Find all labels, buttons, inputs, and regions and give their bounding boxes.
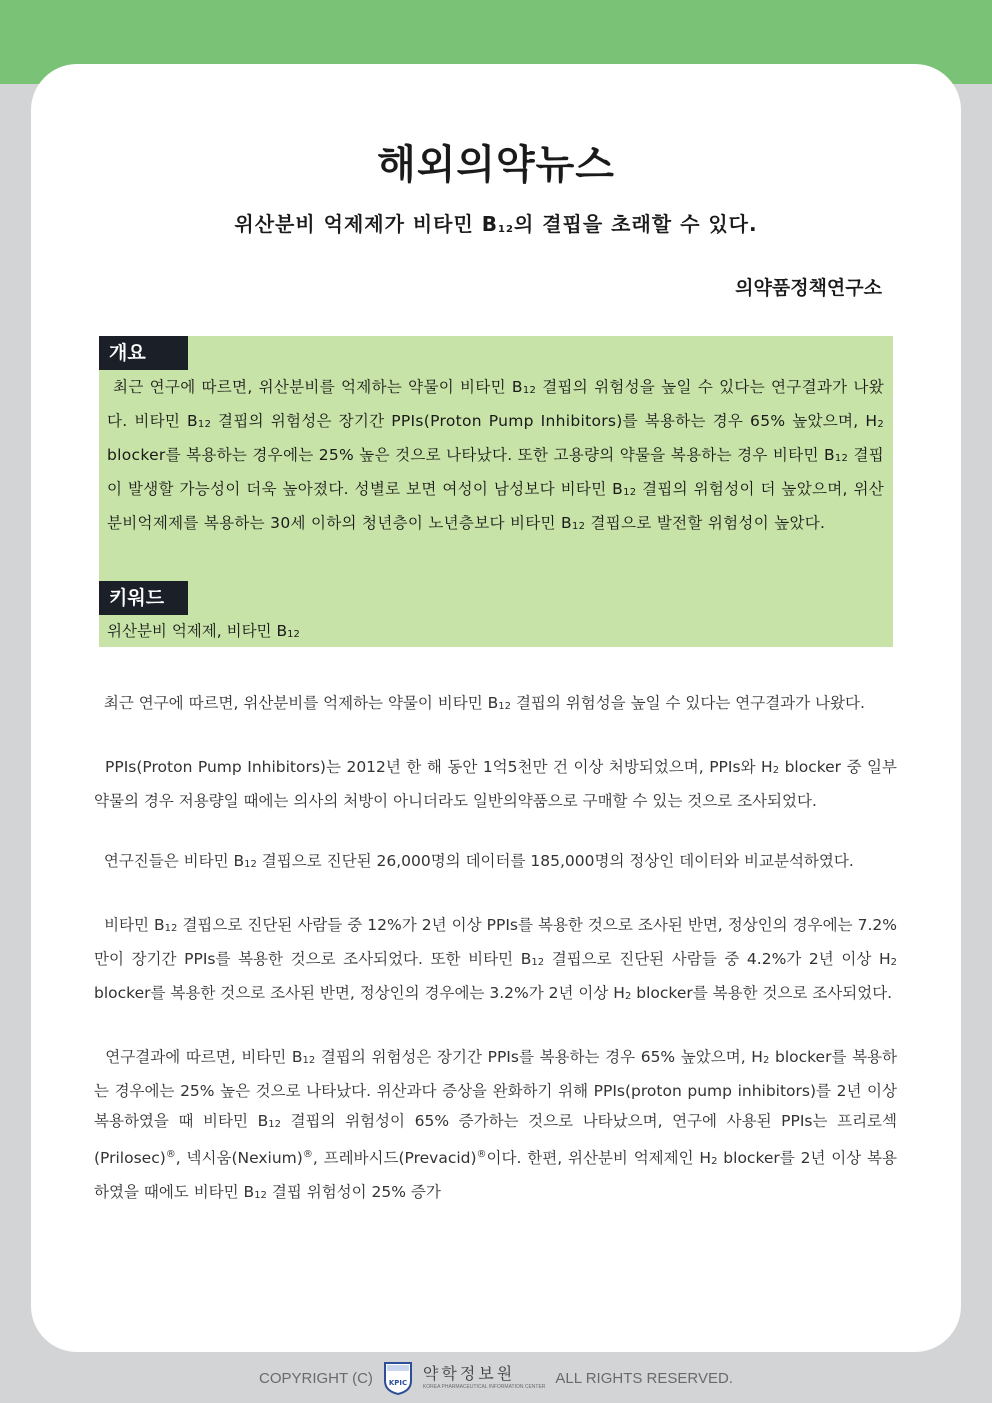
emblem-label: KPIC (388, 1379, 408, 1387)
article-subtitle: 위산분비 억제제가 비타민 $B_{12}$의 결핍을 초래할 수 있다. (234, 212, 758, 236)
overview-text: 최근 연구에 따르면, 위산분비를 억제하는 약물이 비타민 $B_{12}$ 결핍의 위험성을 높일 수 있다는 연구결과가 나왔다. 비타민 $B_{12}$ 결핍의 위험성은 장기간 PPIs(Proton Pump Inhibitors)를 복용하는 경우 65% 높았으며, $H_2$ blocker를 복용하는 경우에는 25% 높은 것으로 나타났다. 또한 고용량의 약물을 복용하는 경우 비타민 $B_{12}$ 결핍이 발생할 가능성이 더욱 높아졌다. 성별로 보면 여성이 남성보다 비타민 $B_{12}$ 결핍의 위험성이 더 높았으며, 위산분비억제제를 복용하는 30세 이하의 청년층이 노년층보다 비타민 $B_{12}$ 결핍으로 발전할 위험성이 높았다. (107, 378, 884, 532)
org-name-en: KOREA PHARMACEUTICAL INFORMATION CENTER (422, 1384, 546, 1390)
keywords-text: 위산분비 억제제, 비타민 $B_{12}$ (107, 622, 300, 640)
paragraph-1: 최근 연구에 따르면, 위산분비를 억제하는 약물이 비타민 $B_{12}$ 결핍의 위험성을 높일 수 있다는 연구결과가 나왔다. (94, 694, 865, 712)
org-logo-text (423, 1366, 546, 1390)
copyright-text: COPYRIGHT (C) (259, 1369, 373, 1387)
rights-text: ALL RIGHTS RESERVED. (555, 1369, 733, 1387)
paragraph-3: 연구진들은 비타민 $B_{12}$ 결핍으로 진단된 26,000명의 데이터를 185,000명의 정상인 데이터와 비교분석하였다. (94, 852, 854, 870)
paragraph-2: PPIs(Proton Pump Inhibitors)는 2012년 한 해 동안 1억5천만 건 이상 처방되었으며, PPIs와 $H_2$ blocker 중 일부 약물의 경우 저용량일 때에는 의사의 처방이 아니더라도 일반의약품으로 구매할 수 있는 것으로 조사되었다. (94, 758, 898, 810)
author-org: 의약품정책연구소 (735, 277, 882, 299)
paragraph-4: 비타민 $B_{12}$ 결핍으로 진단된 사람들 중 12%가 2년 이상 PPIs를 복용한 것으로 조사된 반면, 정상인의 경우에는 7.2%만이 장기간 PPIs를 복용한 것으로 조사되었다. 또한 비타민 $B_{12}$ 결핍으로 진단된 사람들 중 4.2%가 2년 이상 $H_2$ blocker를 복용한 것으로 조사된 반면, 정상인의 경우에는 3.2%가 2년 이상 $H_2$ blocker를 복용한 것으로 조사되었다. (94, 916, 897, 1002)
keyword-tag: 키워드 (99, 581, 188, 615)
article-body (94, 688, 897, 1241)
footer (0, 1360, 992, 1396)
kpic-emblem-icon (383, 1361, 413, 1395)
overview-tag: 개요 (99, 336, 188, 370)
page-title: 해외의약뉴스 (377, 142, 615, 188)
org-name-ko: 약학정보원 (422, 1364, 516, 1383)
paragraph-5: 연구결과에 따르면, 비타민 $B_{12}$ 결핍의 위험성은 장기간 PPIs를 복용하는 경우 65% 높았으며, $H_2$ blocker를 복용하는 경우에는 25% 높은 것으로 나타났다. 위산과다 증상을 완화하기 위해 PPIs(proton pump inhibitors)를 2년 이상 복용하였을 때 비타민 $B_{12}$ 결핍의 위험성이 65% 증가하는 것으로 나타났으며, 연구에 사용된 PPIs는 프리로섹(Prilosec)®, 넥시움(Nexium)®, 프레바시드(Prevacid)®이다. 한편, 위산분비 억제제인 $H_2$ blocker를 2년 이상 복용하였을 때에도 비타민 $B_{12}$ 결핍 위험성이 25% 증가 (94, 1048, 898, 1201)
